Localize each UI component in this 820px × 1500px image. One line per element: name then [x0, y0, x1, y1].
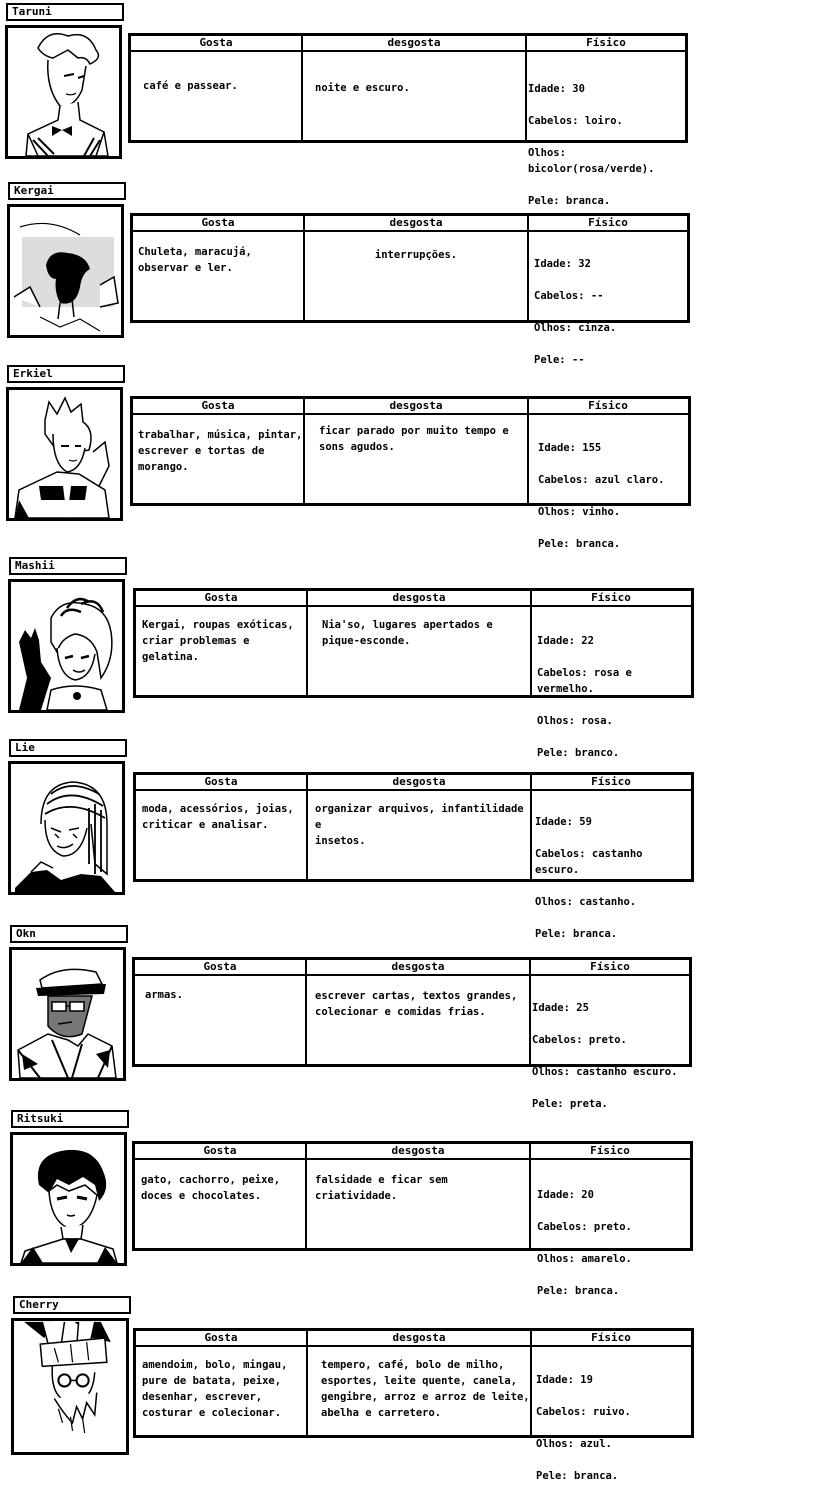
dislikes-header: desgosta [391, 1144, 445, 1157]
character-info-table [133, 1328, 694, 1482]
column-divider [305, 1144, 307, 1248]
physical-cell [538, 424, 686, 568]
table-header [131, 36, 685, 52]
column-divider [527, 216, 529, 320]
skin-value: branca. [574, 1285, 620, 1297]
character-info-table [133, 772, 694, 940]
eyes-value: rosa. [581, 715, 613, 727]
character-name: Taruni [6, 3, 124, 21]
likes-cell: gato, cachorro, peixe, doces e chocolates. [141, 1174, 281, 1202]
dislikes-header: desgosta [391, 960, 445, 973]
hair-label: Cabelos: [536, 1406, 587, 1418]
likes-header: Gosta [201, 399, 235, 412]
hair-value: castanho escuro. [535, 848, 643, 876]
dislikes-header: desgosta [392, 591, 446, 604]
taruni-portrait-icon [5, 25, 122, 159]
physical-header: Físico [588, 399, 628, 412]
physical-header: Físico [590, 960, 630, 973]
dislikes-header: desgosta [387, 36, 441, 49]
column-divider [525, 36, 527, 140]
okn-portrait-icon [9, 947, 126, 1081]
skin-value: branco. [574, 747, 620, 759]
physical-header: Físico [591, 775, 631, 788]
physical-header: Físico [591, 591, 631, 604]
character-name: Mashii [9, 557, 127, 575]
column-divider [306, 775, 308, 879]
age-value: 30 [572, 83, 585, 95]
hair-value: rosa e vermelho. [537, 667, 632, 695]
age-label: Idade: [537, 635, 575, 647]
character-name: Ritsuki [11, 1110, 129, 1128]
skin-label: Pele: [537, 1285, 569, 1297]
hair-value: azul claro. [594, 474, 665, 486]
eyes-value: azul. [580, 1438, 612, 1450]
age-value: 25 [576, 1002, 589, 1014]
age-value: 59 [579, 816, 592, 828]
eyes-value: bicolor(rosa/verde). [528, 163, 655, 175]
physical-header: Físico [591, 1331, 631, 1344]
hair-label: Cabelos: [534, 290, 585, 302]
physical-cell [534, 240, 684, 384]
likes-header: Gosta [204, 591, 238, 604]
table-header [135, 1144, 690, 1160]
character-name: Erkiel [7, 365, 125, 383]
dislikes-cell: interrupções. [374, 249, 458, 261]
character-info-table [132, 957, 692, 1110]
dislikes-header: desgosta [389, 399, 443, 412]
likes-header: Gosta [203, 1144, 237, 1157]
skin-label: Pele: [532, 1098, 564, 1110]
likes-cell: Kergai, roupas exóticas, criar problemas e gelatina. [142, 619, 294, 663]
age-value: 22 [581, 635, 594, 647]
mashii-portrait-icon [8, 579, 125, 713]
column-divider [529, 1144, 531, 1248]
hair-label: Cabelos: [538, 474, 589, 486]
character-name: Cherry [13, 1296, 131, 1314]
skin-label: Pele: [534, 354, 566, 366]
character-info-table [130, 396, 691, 550]
eyes-label: Olhos: [537, 1253, 575, 1265]
eyes-label: Olhos: [535, 896, 573, 908]
physical-header: Físico [586, 36, 626, 49]
column-divider [529, 960, 531, 1064]
dislikes-cell: ficar parado por muito tempo e sons agudos. [319, 425, 509, 453]
column-divider [530, 591, 532, 695]
skin-value: branca. [572, 928, 618, 940]
erkiel-portrait-icon [6, 387, 123, 521]
likes-cell: Chuleta, maracujá, observar e ler. [138, 246, 252, 274]
skin-value: -- [571, 354, 585, 366]
age-label: Idade: [536, 1374, 574, 1386]
eyes-label: Olhos: [532, 1066, 570, 1078]
hair-label: Cabelos: [535, 848, 586, 860]
age-label: Idade: [528, 83, 566, 95]
hair-value: preto. [593, 1221, 632, 1233]
likes-cell: amendoim, bolo, mingau, pure de batata, peixe, desenhar, escrever, costurar e colecionar. [142, 1359, 288, 1419]
cherry-portrait-icon [11, 1318, 129, 1455]
age-label: Idade: [535, 816, 573, 828]
age-value: 32 [578, 258, 591, 270]
eyes-label: Olhos: [538, 506, 576, 518]
hair-label: Cabelos: [537, 667, 588, 679]
table-header [136, 591, 691, 607]
character-name: Okn [10, 925, 128, 943]
hair-value: -- [590, 290, 604, 302]
column-divider [527, 399, 529, 503]
physical-cell [536, 1356, 690, 1500]
kergai-portrait-icon [7, 204, 124, 338]
skin-label: Pele: [537, 747, 569, 759]
likes-cell: café e passear. [143, 80, 238, 92]
likes-header: Gosta [199, 36, 233, 49]
character-info-table [132, 1141, 693, 1297]
hair-label: Cabelos: [532, 1034, 583, 1046]
eyes-value: cinza. [578, 322, 617, 334]
character-name: Kergai [8, 182, 126, 200]
table-header [136, 775, 691, 791]
physical-cell [528, 65, 686, 225]
physical-header: Físico [590, 1144, 630, 1157]
skin-label: Pele: [535, 928, 567, 940]
dislikes-cell: organizar arquivos, infantilidade e insetos. [315, 803, 524, 847]
age-label: Idade: [532, 1002, 570, 1014]
eyes-label: Olhos: [534, 322, 572, 334]
dislikes-cell: tempero, café, bolo de milho, esportes, leite quente, canela, gengibre, arroz e arroz de leite, abelha e carretero. [321, 1359, 530, 1419]
table-header [135, 960, 689, 976]
eyes-label: Olhos: [536, 1438, 574, 1450]
age-value: 155 [582, 442, 602, 454]
table-header [133, 399, 688, 415]
column-divider [303, 399, 305, 503]
eyes-value: vinho. [582, 506, 621, 518]
skin-value: preta. [569, 1098, 608, 1110]
skin-label: Pele: [538, 538, 570, 550]
eyes-value: castanho. [579, 896, 637, 908]
likes-cell: armas. [145, 989, 183, 1001]
dislikes-header: desgosta [392, 775, 446, 788]
character-name: Lie [9, 739, 127, 757]
likes-header: Gosta [201, 216, 235, 229]
eyes-label: Olhos: [537, 715, 575, 727]
column-divider [306, 1331, 308, 1435]
column-divider [301, 36, 303, 140]
character-info-table [128, 33, 688, 207]
skin-label: Pele: [536, 1470, 568, 1482]
physical-cell [535, 798, 691, 958]
age-label: Idade: [538, 442, 576, 454]
age-label: Idade: [534, 258, 572, 270]
dislikes-cell: falsidade e ficar sem criatividade. [315, 1174, 448, 1202]
likes-header: Gosta [204, 1331, 238, 1344]
likes-header: Gosta [203, 960, 237, 973]
table-header [133, 216, 687, 232]
likes-cell: moda, acessórios, joias, criticar e analisar. [142, 803, 294, 831]
column-divider [303, 216, 305, 320]
dislikes-header: desgosta [389, 216, 443, 229]
age-value: 19 [580, 1374, 593, 1386]
physical-cell [532, 984, 689, 1128]
eyes-value: castanho escuro. [576, 1066, 678, 1078]
age-label: Idade: [537, 1189, 575, 1201]
skin-value: branca. [573, 1470, 619, 1482]
skin-value: branca. [575, 538, 621, 550]
hair-value: ruivo. [592, 1406, 631, 1418]
skin-label: Pele: [528, 195, 560, 207]
hair-label: Cabelos: [537, 1221, 588, 1233]
eyes-value: amarelo. [581, 1253, 632, 1265]
column-divider [305, 960, 307, 1064]
table-header [136, 1331, 691, 1347]
hair-value: loiro. [584, 115, 623, 127]
dislikes-cell: noite e escuro. [315, 82, 410, 94]
dislikes-header: desgosta [392, 1331, 446, 1344]
physical-cell [537, 617, 691, 777]
ritsuki-portrait-icon [10, 1132, 127, 1266]
hair-label: Cabelos: [528, 115, 579, 127]
likes-cell: trabalhar, música, pintar, escrever e tortas de morango. [138, 429, 303, 473]
lie-portrait-icon [8, 761, 125, 895]
hair-value: preto. [588, 1034, 627, 1046]
likes-header: Gosta [204, 775, 238, 788]
age-value: 20 [581, 1189, 594, 1201]
column-divider [530, 775, 532, 879]
column-divider [306, 591, 308, 695]
character-info-table [133, 588, 694, 759]
dislikes-cell: escrever cartas, textos grandes, colecionar e comidas frias. [315, 990, 518, 1018]
physical-cell [537, 1171, 689, 1315]
dislikes-cell: Nia'so, lugares apertados e pique-esconde. [322, 619, 493, 647]
character-info-table [130, 213, 690, 366]
physical-header: Físico [588, 216, 628, 229]
skin-value: branca. [565, 195, 611, 207]
eyes-label: Olhos: [528, 147, 566, 159]
